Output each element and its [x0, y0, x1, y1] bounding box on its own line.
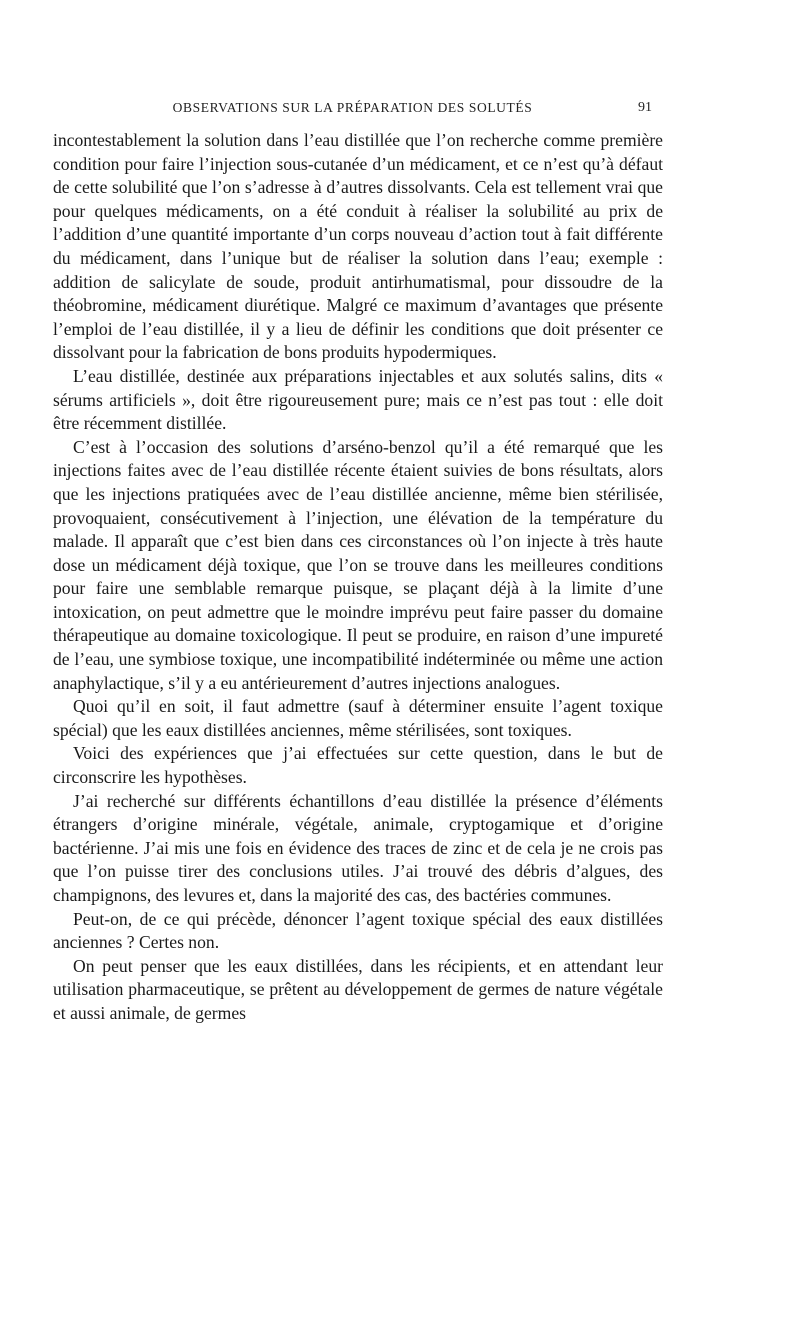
- paragraph: On peut penser que les eaux distillées, dans les récipients, et en attendant leur utilisation pharmaceutique, se prêtent au développement de germes de nature végétale et aussi animale, de germes: [53, 955, 663, 1023]
- paragraph: Voici des expériences que j’ai effectuées sur cette question, dans le but de circonscrire les hypothèses.: [53, 743, 663, 788]
- page-header: [53, 100, 652, 122]
- paragraph: C’est à l’occasion des solutions d’arséno-benzol qu’il a été remarqué que les injections faites avec de l’eau distillée récente étaient suivies de bons résultats, alors que les injections pratiquées avec de l’eau distillée ancienne, même bien stérilisée, provoquaient, consécutivement à l’injection, une élévation de la température du malade. Il apparaît que c’est bien dans ces circonstances où l’on injecte à très haute dose un médicament déjà toxique, que l’on se trouve dans les meilleures conditions pour faire une semblable remarque puisque, se plaçant déjà à la limite d’une intoxication, on peut admettre que le moindre imprévu peut faire passer du domaine thérapeutique au domaine toxicologique. Il peut se produire, en raison d’une impureté de l’eau, une symbiose toxique, une incompatibilité indéterminée ou même une action anaphylactique, s’il y a eu antérieurement d’autres injections analogues.: [53, 436, 663, 693]
- paragraph: Quoi qu’il en soit, il faut admettre (sauf à déterminer ensuite l’agent toxique spécial) que les eaux distillées anciennes, même stérilisées, sont toxiques.: [53, 696, 663, 740]
- paragraph: Peut-on, de ce qui précède, dénoncer l’agent toxique spécial des eaux distillées anciennes ? Certes non.: [53, 908, 663, 953]
- paragraph: L’eau distillée, destinée aux préparations injectables et aux solutés salins, dits « sérums artificiels », doit être rigoureusement pure; mais ce n’est pas tout : elle doit être récemment distillée.: [53, 365, 663, 434]
- paragraph: incontestablement la solution dans l’eau distillée que l’on recherche comme première condition pour faire l’injection sous-cutanée d’un médicament, et ce n’est qu’à défaut de cette solubilité que l’on s’adresse à d’autres dissolvants. Cela est tellement vrai que pour quelques médicaments, on a été conduit à réaliser la solubilité au prix de l’addition d’une quantité importante d’un corps nouveau d’action tout à fait différente du médicament, dans l’unique but de réaliser la solution dans l’eau; exemple : addition de salicylate de soude, produit antirhumatismal, pour dissoudre de la théobromine, médicament diurétique. Malgré ce maximum d’avantages que présente l’emploi de l’eau distillée, il y a lieu de définir les conditions que doit présenter ce dissolvant pour la fabrication de bons produits hypodermiques.: [53, 130, 663, 363]
- body-text: [53, 129, 663, 1026]
- running-title: OBSERVATIONS SUR LA PRÉPARATION DES SOLUTÉS: [172, 100, 533, 115]
- page-number: 91: [638, 100, 652, 115]
- paragraph: J’ai recherché sur différents échantillons d’eau distillée la présence d’éléments étrangers d’origine minérale, végétale, animale, cryptogamique et d’origine bactérienne. J’ai mis une fois en évidence des traces de zinc et de cela je ne crois pas que l’on puisse tirer des conclusions utiles. J’ai trouvé des débris d’algues, des champignons, des levures et, dans la majorité des cas, des bactéries communes.: [53, 790, 663, 905]
